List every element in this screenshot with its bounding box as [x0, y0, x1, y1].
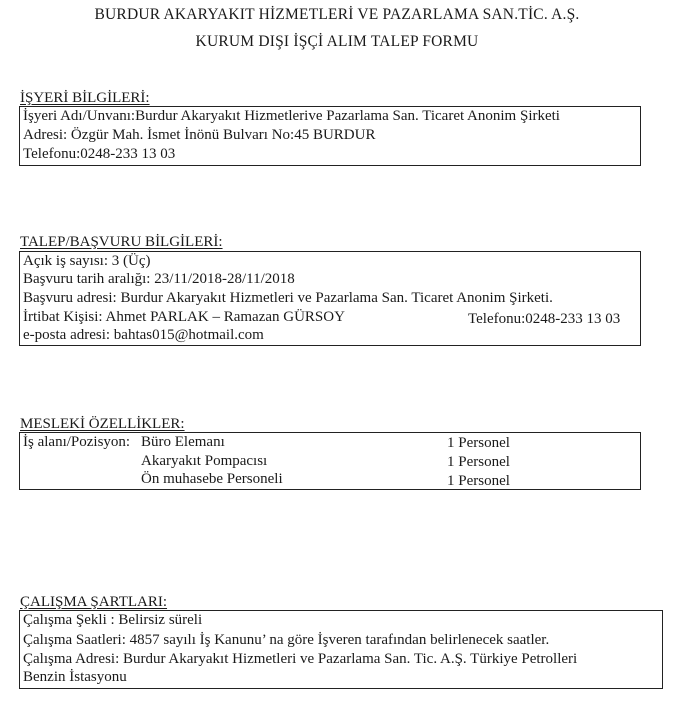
calisma-box [19, 610, 663, 689]
calisma-sekil: Çalışma Şekli : Belirsiz süreli [23, 612, 203, 628]
talep-adres: Başvuru adresi: Burdur Akaryakıt Hizmetleri ve Pazarlama San. Ticaret Anonim Şirketi. [23, 290, 553, 306]
position-count: 1 Personel [447, 473, 510, 489]
mesleki-heading: MESLEKİ ÖZELLİKLER: [20, 416, 185, 432]
talep-irtibat: İrtibat Kişisi: Ahmet PARLAK – Ramazan GÜRSOY [23, 309, 345, 325]
talep-tarih: Başvuru tarih aralığı: 23/11/2018-28/11/2018 [23, 271, 295, 287]
talep-box [19, 251, 641, 346]
talep-eposta: e-posta adresi: bahtas015@hotmail.com [23, 327, 264, 343]
calisma-saat: Çalışma Saatleri: 4857 sayılı İş Kanunu’ na göre İşveren tarafından belirlenecek saatler. [23, 632, 550, 648]
calisma-adres: Çalışma Adresi: Burdur Akaryakıt Hizmetleri ve Pazarlama San. Tic. A.Ş. Türkiye Petrolleri [23, 651, 578, 667]
position-count: 1 Personel [447, 435, 510, 451]
position-name: Akaryakıt Pompacısı [141, 453, 268, 469]
calisma-heading: ÇALIŞMA ŞARTLARI: [20, 594, 168, 610]
talep-acik-is: Açık iş sayısı: 3 (Üç) [23, 253, 151, 269]
isyeri-box [19, 106, 641, 166]
mesleki-label: İş alanı/Pozisyon: [23, 434, 131, 450]
talep-heading: TALEP/BAŞVURU BİLGİLERİ: [20, 234, 223, 250]
isyeri-heading: İŞYERİ BİLGİLERİ: [20, 90, 150, 106]
company-title: BURDUR AKARYAKIT HİZMETLERİ VE PAZARLAMA SAN.TİC. A.Ş. [94, 6, 580, 23]
isyeri-adres: Adresi: Özgür Mah. İsmet İnönü Bulvarı No:45 BURDUR [23, 127, 376, 143]
isyeri-unvan: İşyeri Adı/Unvanı:Burdur Akaryakıt Hizmetlerive Pazarlama San. Ticaret Anonim Şirketi [23, 108, 560, 124]
calisma-adres-devam: Benzin İstasyonu [23, 669, 127, 685]
position-name: Büro Elemanı [141, 434, 225, 450]
mesleki-box [19, 432, 641, 490]
isyeri-telefon: Telefonu:0248-233 13 03 [23, 146, 176, 162]
position-name: Ön muhasebe Personeli [141, 471, 283, 487]
form-title: KURUM DIŞI İŞÇİ ALIM TALEP FORMU [195, 33, 479, 50]
position-count: 1 Personel [447, 454, 510, 470]
talep-telefon: Telefonu:0248-233 13 03 [468, 311, 621, 327]
